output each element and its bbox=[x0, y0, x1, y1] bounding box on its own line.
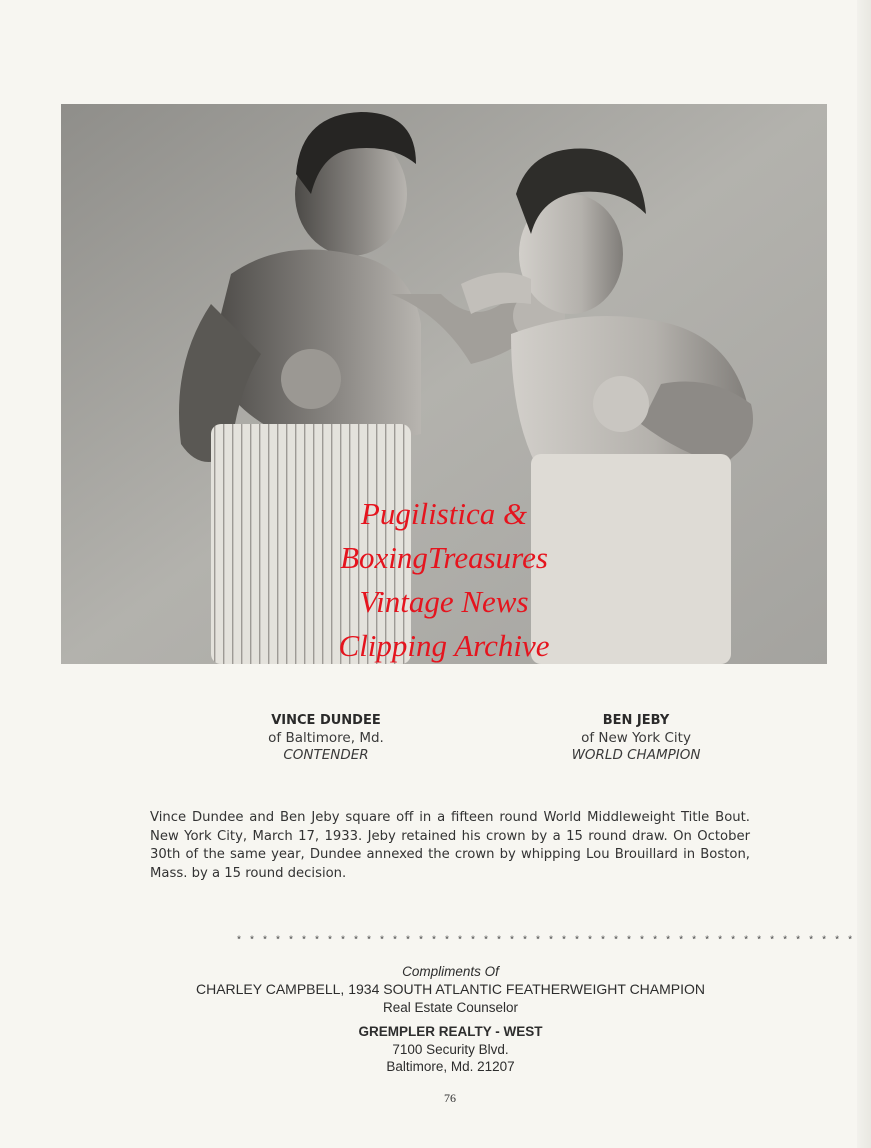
watermark-line-3: Vintage News bbox=[359, 584, 529, 619]
watermark-line-4: Clipping Archive bbox=[338, 628, 550, 663]
caption-left-boxer bbox=[206, 712, 446, 765]
ad-address: 7100 Security Blvd. bbox=[392, 1042, 509, 1057]
page-edge bbox=[857, 0, 871, 1148]
watermark-line-2: BoxingTreasures bbox=[340, 540, 548, 575]
ad-city: Baltimore, Md. 21207 bbox=[386, 1059, 515, 1074]
bout-description: Vince Dundee and Ben Jeby square off in a fifteen round World Middleweight Title Bout. New York City, March 17, 1933. Jeby retained his crown by a 15 round draw. On October 30th of the same year, Dundee annexed the crown by whipping Lou Brouillard in Boston, Mass. by a 15 round decision. bbox=[150, 810, 750, 881]
archive-watermark bbox=[61, 492, 827, 668]
boxer-origin: of New York City bbox=[581, 729, 691, 746]
boxer-origin: of Baltimore, Md. bbox=[268, 729, 384, 746]
boxer-role: WORLD CHAMPION bbox=[571, 747, 701, 763]
caption-right-boxer bbox=[516, 712, 756, 765]
boxer-name: BEN JEBY bbox=[602, 713, 670, 728]
watermark-line-1: Pugilistica & bbox=[360, 496, 528, 531]
boxer-role: CONTENDER bbox=[283, 747, 369, 763]
page-number: 76 bbox=[444, 1091, 456, 1105]
ad-compliments: Compliments Of bbox=[402, 964, 499, 979]
ad-role: Real Estate Counselor bbox=[382, 1000, 519, 1015]
ad-champion-line: CHARLEY CAMPBELL, 1934 SOUTH ATLANTIC FEATHERWEIGHT CHAMPION bbox=[195, 981, 706, 997]
boxers-photo bbox=[61, 104, 827, 664]
boxer-name: VINCE DUNDEE bbox=[271, 713, 381, 728]
star-separator: * * * * * * * * * * * * * * * * * * * * * * * * * * * * * * * * * * * * * * * * * * * * * * * * bbox=[236, 936, 854, 947]
ad-firm-name: GREMPLER REALTY - WEST bbox=[358, 1024, 543, 1039]
